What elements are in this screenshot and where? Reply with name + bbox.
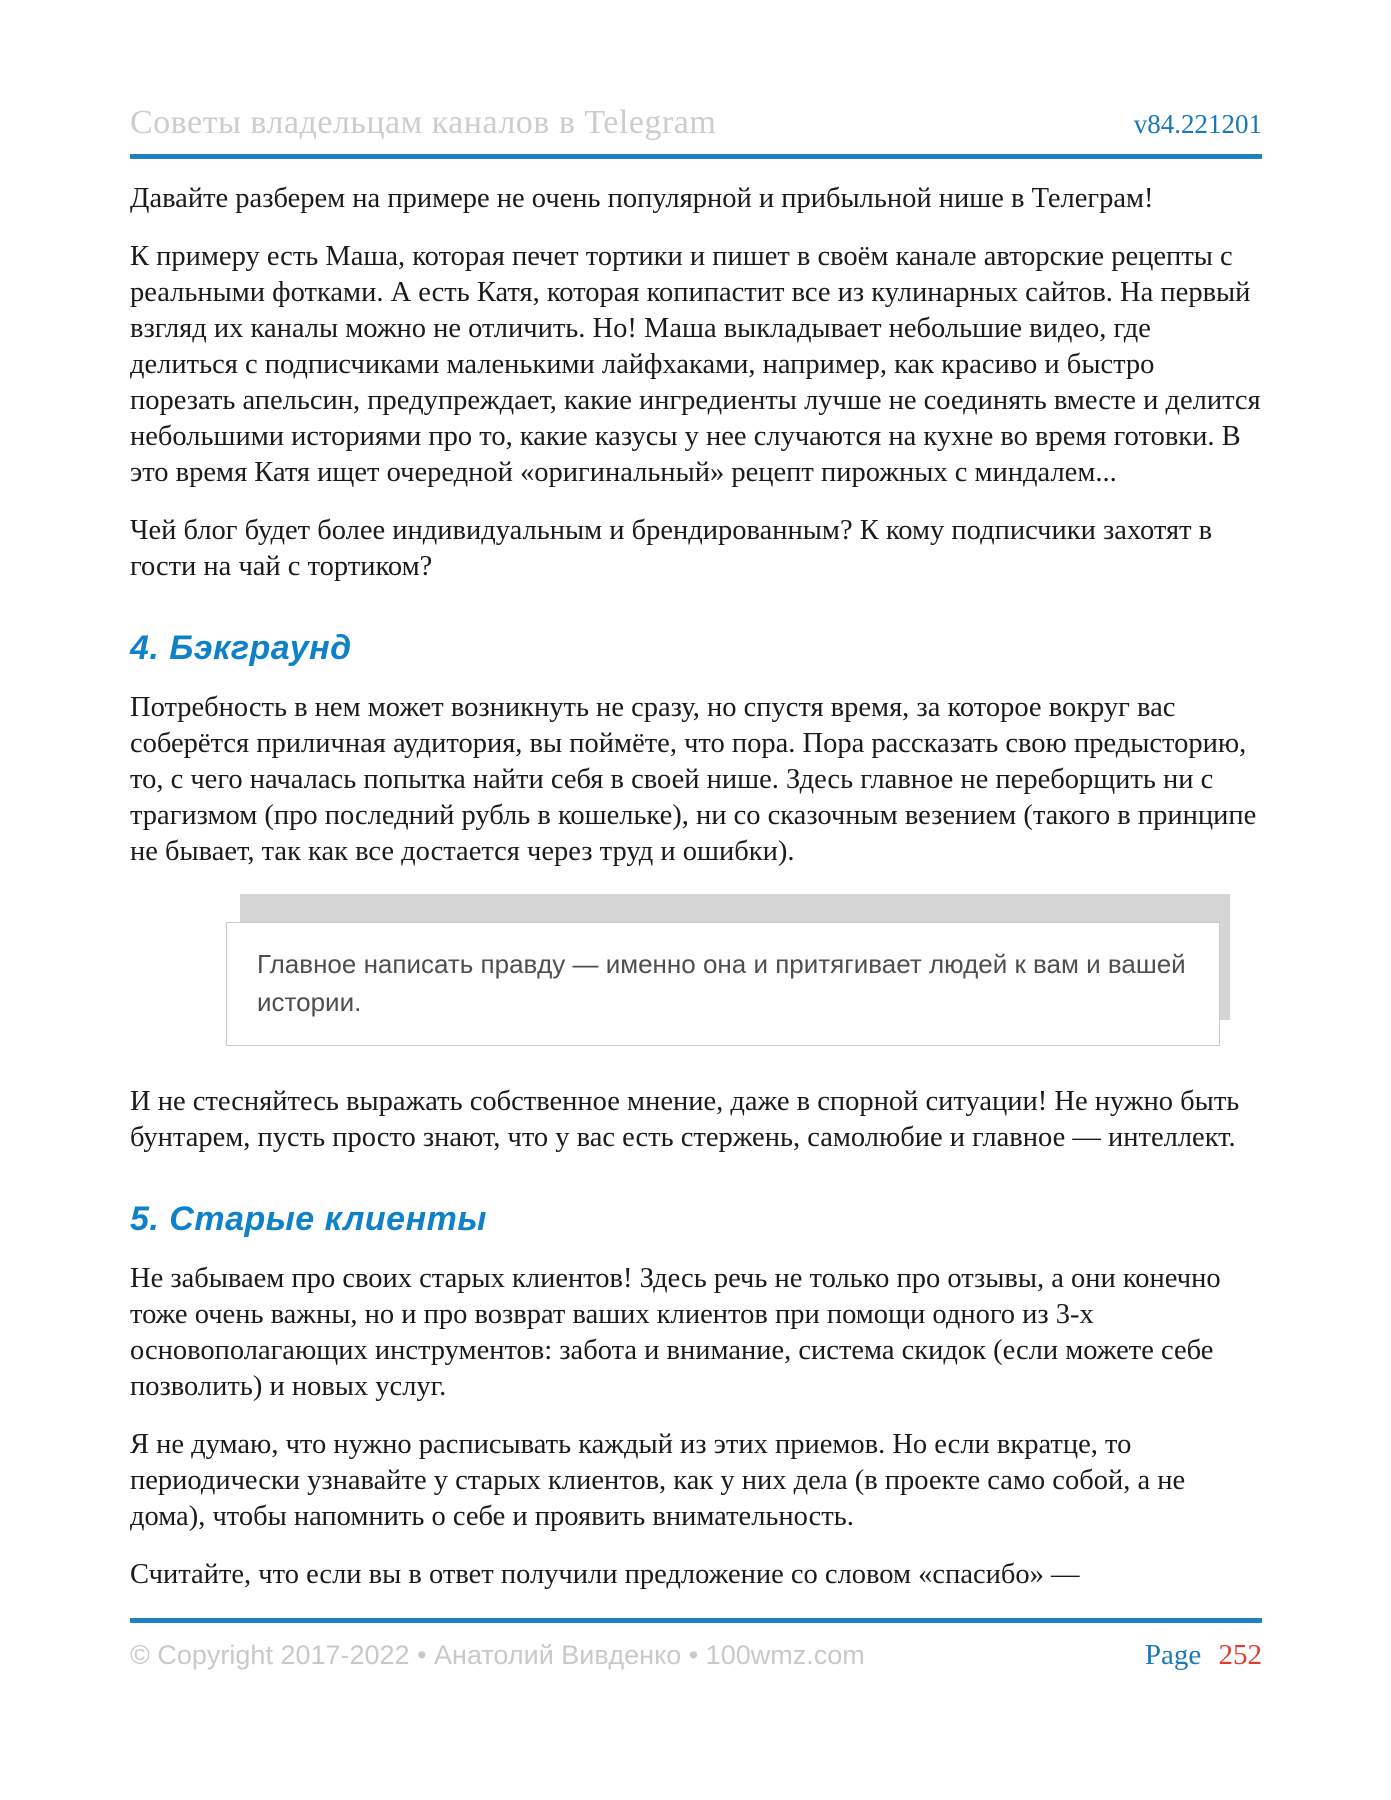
paragraph-old-clients: Не забываем про своих старых клиентов! Здесь речь не только про отзывы, а они конечно тоже очень важны, но и про возврат ваших клиентов при помощи одного из 3-х основополагающих инструментов: забота и внимание, система скидок (если можете себе позволить) и новых услуг.	[130, 1263, 1221, 1402]
quote-callout	[226, 922, 1220, 1046]
paragraph-background: Потребность в нем может возникнуть не сразу, но спустя время, за которое вокруг вас соберётся приличная аудитория, вы поймёте, что пора. Пора рассказать свою предысторию, то, с чего началась попытка найти себя в своей нише. Здесь главное не переборщить ни с трагизмом (про последний рубль в кошельке), ни со сказочным везением (такого в принципе не бывает, так как все достается через труд и ошибки).	[130, 692, 1257, 867]
page-footer	[130, 1618, 1262, 1672]
quote-box: Главное написать правду — именно она и притягивает людей к вам и вашей истории.	[226, 922, 1220, 1046]
paragraph-intro: Давайте разберем на примере не очень популярной и прибыльной нише в Телеграм!	[130, 183, 1154, 214]
paragraph-masha-katya: К примеру есть Маша, которая печет тортики и пишет в своём канале авторские рецепты с реальными фотками. А есть Катя, которая копипастит все из кулинарных сайтов. На первый взгляд их каналы можно не отличить. Но! Маша выкладывает небольшие видео, где делиться с подписчиками маленькими лайфхаками, например, как красиво и быстро порезать апельсин, предупреждает, какие ингредиенты лучше не соединять вместе и делится небольшими историями про то, какие казусы у нее случаются на кухне во время готовки. В это время Катя ищет очередной «оригинальный» рецепт пирожных с миндалем...	[130, 241, 1261, 488]
footer-page-label: Page	[1144, 1639, 1202, 1671]
footer-copyright: © Copyright 2017-2022 • Анатолий Вивденко • 100wmz.com	[130, 1640, 865, 1670]
paragraph-own-opinion: И не стесняйтесь выражать собственное мнение, даже в спорной ситуации! Не нужно быть бунтарем, пусть просто знают, что у вас есть стержень, самолюбие и главное — интеллект.	[130, 1086, 1240, 1153]
section-heading-old-clients: 5. Старые клиенты	[130, 1200, 487, 1238]
paragraph-check-in: Я не думаю, что нужно расписывать каждый из этих приемов. Но если вкратце, то периодически узнавайте у старых клиентов, как у них дела (в проекте само собой, а не дома), чтобы напомнить о себе и проявить внимательность.	[130, 1429, 1186, 1532]
footer-page-indicator	[1145, 1639, 1262, 1672]
document-title: Советы владельцам каналов в Telegram	[130, 104, 717, 141]
paragraph-whose-blog: Чей блог будет более индивидуальным и брендированным? К кому подписчики захотят в гости на чай с тортиком?	[130, 515, 1213, 582]
paragraph-thanks: Считайте, что если вы в ответ получили предложение со словом «спасибо» —	[130, 1559, 1080, 1590]
footer-page-number: 252	[1218, 1639, 1262, 1671]
page-header	[130, 104, 1262, 159]
section-heading-background: 4. Бэкграунд	[130, 629, 352, 667]
document-version: v84.221201	[1133, 109, 1262, 139]
page-content	[130, 0, 1262, 1593]
